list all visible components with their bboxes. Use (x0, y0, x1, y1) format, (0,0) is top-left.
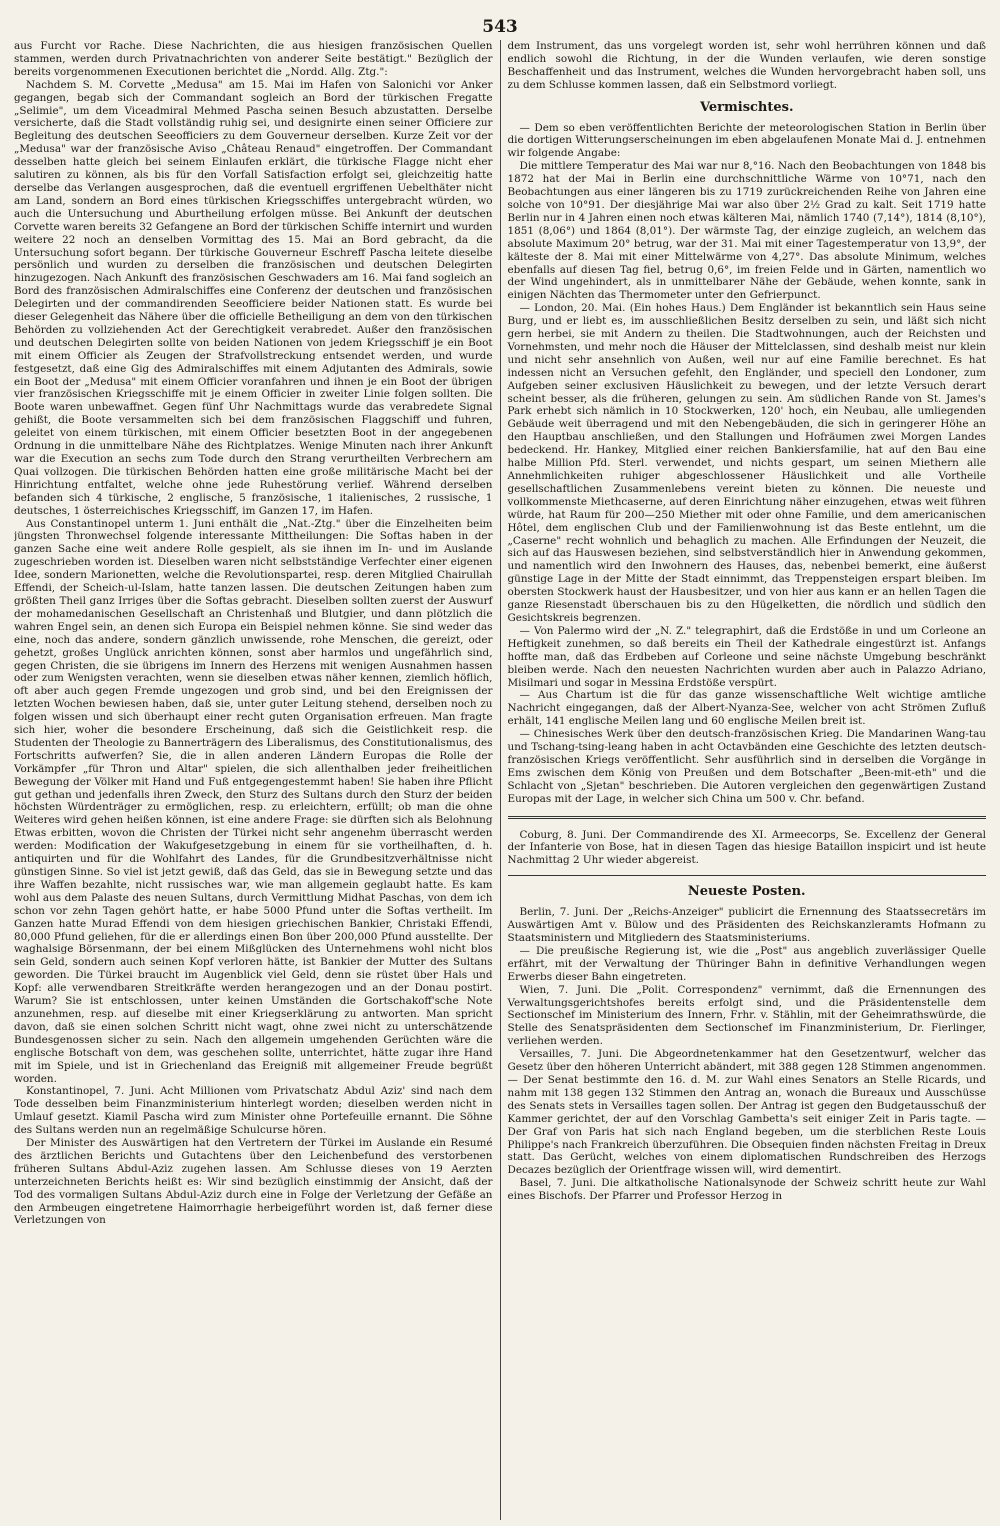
article-paragraph: aus Furcht vor Rache. Diese Nachrichten, die aus hiesigen französischen Quellen stammen, werden durch Privatnachrichten von anderer Seite bestätigt." Bezüglich der bereits vorgenommenen Executionen berichtet die „Nordd. Allg. Ztg.": (14, 40, 493, 78)
article-paragraph: Wien, 7. Juni. Die „Polit. Correspondenz" vernimmt, daß die Ernennungen des Verwaltungsgerichtshofes bereits erfolgt sind, und die Präsidentenstelle dem Sectionschef im Ministerium des Innern, Frhr. v. Stählin, mit der Geheimrathswürde, die Stelle des Senatspräsidenten dem Sectionschef im Finanzministerium, Dr. Fierlinger, verliehen werden. (507, 983, 986, 1048)
article-paragraph: dem Instrument, das uns vorgelegt worden ist, sehr wohl herrühren können und daß endlich sowohl die Richtung, in der die Wunden verlaufen, wie deren sonstige Beschaffenheit und das Instrument, welches die Wunden hervorgebracht haben soll, uns zu dem Schlusse kommen lassen, daß ein Selbstmord vorliegt. (507, 40, 986, 91)
columns (14, 40, 986, 1520)
section-heading-vermischtes: Vermischtes. (699, 99, 794, 115)
right-column (500, 40, 987, 1520)
article-paragraph: Der Minister des Auswärtigen hat den Vertretern der Türkei im Auslande ein Resumé des ärztlichen Berichts und Gutachtens über den Leichenbefund des verstorbenen früheren Sultans Abdul-Aziz zugehen lassen. Am Schlusse dieses von 19 Aerzten unterzeichneten Berichts heißt es: Wir sind bezüglich einstimmig der Ansicht, daß der Tod des vormaligen Sultans Abdul-Aziz durch eine in Folge der Verletzung der Gefäße an den Armbeugen eingetretene Haimorrhagie herbeigeführt worden ist, daß ferner diese Verletzungen von (14, 1137, 493, 1227)
section-heading-neueste-posten: Neueste Posten. (687, 884, 806, 900)
article-paragraph: — Von Palermo wird der „N. Z." telegraphirt, daß die Erdstöße in und um Corleone an Heftigkeit zunehmen, so daß bereits ein Theil der Kathedrale eingestürzt ist. Anfangs hoffte man, daß das Erdbeben auf Corleone und seine nächste Umgebung beschränkt bleiben werde. Nach den neuesten Nachrichten wurden aber auch in Palazzo Adriano, Misilmari und sogar in Messina Erdstöße verspürt. (507, 624, 986, 689)
article-paragraph: Nachdem S. M. Corvette „Medusa" am 15. Mai im Hafen von Salonichi vor Anker gegangen, begab sich der Commandant sogleich an Bord der türkischen Fregatte „Selimie", um dem Viceadmiral Mehmed Pascha seinen Besuch abzustatten. Derselbe versicherte, daß die Stadt vollständig ruhig sei, und designirte einen seiner Officiere zur Begleitung des deutschen Seeofficiers zu dem Gouverneur derselben. Kurze Zeit vor der „Medusa" war der französische Aviso „Château Renaud" eingetroffen. Der Commandant desselben hatte gleich bei seinem Einlaufen erklärt, die türkische Flagge nicht eher salutiren zu können, als bis für den Vorfall Satisfaction erfolgt sei, gleichzeitig hatte derselbe das Verlangen ausgesprochen, daß die eventuell ergriffenen Uebelthäter nicht am Land, sondern an Bord eines türkischen Kriegsschiffes untergebracht würden, wo auch die Untersuchung und Aburtheilung erfolgen müsse. Bei Ankunft der deutschen Corvette waren bereits 32 Gefangene an Bord der türkischen Schiffe internirt und wurden weitere 22 noch an denselben Vormittag des 15. Mai an Bord gebracht, da die Untersuchung sofort begann. Der türkische Gouverneur Eschreff Pascha leitete dieselbe persönlich und wurden zu derselben die französischen und deutschen Delegirten hinzugezogen. Nach Ankunft des französischen Geschwaders am 16. Mai fand sogleich an Bord des französischen Admiralschiffes eine Conferenz der deutschen und französischen Delegirten und der commandirenden Seeofficiere beider Nationen statt. Es wurde bei dieser Gelegenheit das Nähere über die officielle Betheiligung an dem von den türkischen Behörden zu vollziehenden Act der Gerechtigkeit verabredet. Außer den französischen und deutschen Delegirten sollte von beiden Nationen von jedem Kriegsschiff je ein Boot mit einem Officier als Zeugen der Strafvollstreckung entsendet werden, und wurde festgesetzt, daß eine Gig des Admiralschiffes mit einem Adjutanten des Admirals, sowie ein Boot der „Medusa" mit einem Officier voranfahren und ihnen je ein Boot der übrigen vier französischen Kriegsschiffe mit je einem Officier in zweiter Linie folgen sollten. Die Boote waren unbewaffnet. Gegen fünf Uhr Nachmittags wurde das verabredete Signal gehißt, die Boote versammelten sich bei dem französischen Flaggschiff und fuhren, geleitet von einem türkischen, mit einem Officier besetzten Boot in der angegebenen Ordnung in die unmittelbare Nähe des Richtplatzes. Wenige Minuten nach ihrer Ankunft war die Execution an sechs zum Tode durch den Strang verurtheilten Verbrechern am Quai vollzogen. Die türkischen Behörden hatten eine große militärische Macht bei der Hinrichtung entfaltet, welche ohne jede Ruhestörung verlief. Während derselben befanden sich 4 türkische, 2 englische, 5 französische, 1 italienisches, 2 russische, 1 deutsches, 1 österreichisches Kriegsschiff, im Ganzen 17, im Hafen. (14, 78, 493, 517)
article-paragraph: Basel, 7. Juni. Die altkatholische Nationalsynode der Schweiz schritt heute zur Wahl eines Bischofs. Der Pfarrer und Professor Herzog in (507, 1177, 986, 1203)
divider (508, 875, 987, 876)
left-column (14, 40, 500, 1520)
article-paragraph: — Die preußische Regierung ist, wie die „Post" aus angeblich zuverlässiger Quelle erfährt, mit der Verwaltung der Thüringer Bahn in definitive Verhandlungen wegen Erwerbs dieser Bahn eingetreten. (507, 944, 986, 983)
page-number: 543 (482, 17, 518, 37)
article-paragraph: Aus Constantinopel unterm 1. Juni enthält die „Nat.-Ztg." über die Einzelheiten beim jüngsten Thronwechsel folgende interessante Mittheilungen: Die Softas haben in der ganzen Sache eine weit andere Rolle gespielt, als sie ihnen im In- und im Auslande zugeschrieben worden ist. Dieselben waren nicht selbstständige Verfechter einer eigenen Idee, sondern Marionetten, welche die Revolutionspartei, resp. deren Mitglied Chairullah Effendi, der Scheich-ul-Islam, hatte tanzen lassen. Die deutschen Zeitungen haben zum größten Theil ganz Irriges über die Softas gebracht. Dieselben sollten zuerst der Auswurf der mohamedanischen Gesellschaft an Christenhaß und Blutgier, und dann plötzlich die wahren Engel sein, an denen sich Europa ein Beispiel nehmen könne. Sie sind weder das eine, noch das andere, sondern gänzlich unwissende, rohe Menschen, die gereizt, oder gehetzt, großes Unglück anrichten können, sonst aber harmlos und ungefährlich sind, gegen Christen, die sie übrigens im Innern des Herzens mit wenigen Ausnahmen hassen oder zum Wenigsten verachten, wenn sie dieselben etwas näher kennen, ziemlich höflich, oft aber auch gegen Fremde ungezogen und grob sind, und bei den Ereignissen der letzten Wochen bewiesen haben, daß sie, unter guter Leitung stehend, derselben noch zu folgen wissen und sich überhaupt einer recht guten Organisation erfreuen. Man fragte sich hier, woher die besondere Erscheinung, daß sich die Geistlichkeit resp. die Studenten der Theologie zu Bannerträgern des Liberalismus, des Constitutionalismus, des Fortschritts aufwerfen? Sie, die in allen anderen Ländern Europas die Rolle der Vorkämpfer „für Thron und Altar" spielen, die sich allenthalben jeder freiheitlichen Bewegung der Völker mit Hand und Fuß entgegengestemmt haben! Sie haben ihre Pflicht gut gethan und jedenfalls ihren Zweck, den Sturz des Sultans durch den Sturz der beiden höchsten Würdenträger zu ermöglichen, resp. zu erleichtern, erfüllt; ob man die ohne Weiteres wird gehen heißen können, ist eine andere Frage: sie dürften sich als Belohnung Etwas erbitten, wovon die Christen der Türkei nicht sehr angenehm überrascht werden werden: Modification der Wakufgesetzgebung in einem für sie vortheilhaften, d. h. antiquirten und für die Wohlfahrt des Landes, für die Grundbesitzverhältnisse nicht günstigen Sinne. So viel ist jetzt gewiß, daß das Geld, das sie in Bewegung setzte und das ihre Waffen bezahlte, nicht russisches war, wie man allgemein geglaubt hatte. Es kam wohl aus dem Palaste des neuen Sultans, durch Vermittlung Midhat Paschas, von dem ich schon vor zehn Tagen gehört hatte, er habe 5000 Pfund unter die Softas vertheilt. Im Ganzen hatte Murad Effendi von dem hiesigen griechischen Bankier, Christaki Effendi, 80,000 Pfund geliehen, für die er allerdings einen Bon über 200,000 Pfund ausstellte. Der waghalsige Börsenmann, der bei einem Mißglücken des Unternehmens wohl nicht blos sein Geld, sondern auch seinen Kopf verloren hätte, ist Bankier der Mutter des Sultans geworden. Die Türkei braucht im Augenblick viel Geld, denn sie rüstet über Hals und Kopf: alle verwendbaren Streitkräfte werden herangezogen und an der Donau postirt. Warum? Sie ist entschlossen, unter keinen Umständen die Gortschakoff'sche Note anzunehmen, resp. auf dieselbe mit einer Kriegserklärung zu antworten. Man spricht davon, daß sie einen solchen Schritt nicht wagt, ohne zwei nicht zu unterschätzende Bundesgenossen sicher zu sein. Nach den allgemein umgehenden Gerüchten wäre die englische Botschaft von dem, was geschehen sollte, unterrichtet, hätte zugar ihre Hand mit im Spiele, und ist in Griechenland das Ereigniß mit allgemeiner Freude begrüßt worden. (14, 517, 493, 1085)
article-paragraph: Berlin, 7. Juni. Der „Reichs-Anzeiger" publicirt die Ernennung des Staatssecretärs im Auswärtigen Amt v. Bülow und des Präsidenten des Reichskanzleramts Hofmann zu Staatsministern und Mitgliedern des Staatsministeriums. (507, 906, 986, 944)
article-paragraph: Coburg, 8. Juni. Der Commandirende des XI. Armeecorps, Se. Excellenz der General der Infanterie von Bose, hat in diesen Tagen das hiesige Bataillon inspicirt und ist heute Nachmittag 2 Uhr wieder abgereist. (507, 828, 986, 867)
article-paragraph: — Chinesisches Werk über den deutsch-französischen Krieg. Die Mandarinen Wang-tau und Tschang-tsing-leang haben in acht Octavbänden eine Geschichte des letzten deutsch-französischen Kriegs veröffentlicht. Sehr ausführlich sind in derselben die Vorgänge in Ems zwischen dem König von Preußen und dem Botschafter „Been-mit-eth" und die Schlacht von „Sjetan" beschrieben. Die Autoren vergleichen den gegenwärtigen Zustand Europas mit der Lage, in welcher sich China um 500 v. Chr. befand. (507, 728, 986, 805)
article-paragraph: Die mittlere Temperatur des Mai war nur 8,°16. Nach den Beobachtungen von 1848 bis 1872 hat der Mai in Berlin eine durchschnittliche Wärme von 10°71, nach den Beobachtungen aus einer längeren bis zu 1719 zurückreichenden Reihe von Jahren eine solche von 10°91. Der diesjährige Mai war also über 2½ Grad zu kalt. Seit 1719 hatte Berlin nur in 4 Jahren einen noch etwas kälteren Mai, nämlich 1740 (7,14°), 1814 (8,10°), 1851 (8,06°) und 1864 (8,01°). Der wärmste Tag, der einzige zugleich, an welchem das absolute Maximum 20° betrug, war der 31. Mai mit einer Tagestemperatur von 13,9°, der kälteste der 8. Mai mit einer Mittelwärme von 4,27°. Das absolute Minimum, welches ebenfalls auf diesen Tag fiel, betrug 0,6°, im freien Felde und in Gärten, namentlich wo der Wind ungehindert, als in unmittelbarer Nähe der Gebäude, wehen konnte, sank in einigen Nächten das Thermometer unter den Gefrierpunct. (507, 160, 986, 302)
article-paragraph: — Dem so eben veröffentlichten Berichte der meteorologischen Station in Berlin über die dortigen Witterungserscheinungen im eben abgelaufenen Monate Mai d. J. entnehmen wir folgende Angabe: (507, 121, 986, 160)
divider (508, 816, 987, 819)
article-paragraph: Versailles, 7. Juni. Die Abgeordnetenkammer hat den Gesetzentwurf, welcher das Gesetz über den höheren Unterricht abändert, mit 388 gegen 128 Stimmen angenommen. — Der Senat bestimmte den 16. d. M. zur Wahl eines Senators an Stelle Ricards, und nahm mit 138 gegen 132 Stimmen den Antrag an, wonach die Bureaux und Ausschüsse des Senats stets in Versailles tagen sollen. Der Antrag ist gegen den Budgetausschuß der Kammer gerichtet, der auf den Vorschlag Gambetta's seit einiger Zeit in Paris tagte. — Der Graf von Paris hat sich nach England begeben, um die sterblichen Reste Louis Philippe's nach Frankreich überzuführen. Die Obsequien finden nächsten Freitag in Dreux statt. Das Gerücht, welches von einem diplomatischen Rundschreiben des Herzogs Decazes bezüglich der Orientfrage wissen will, wird dementirt. (507, 1048, 986, 1177)
article-paragraph: — London, 20. Mai. (Ein hohes Haus.) Dem Engländer ist bekanntlich sein Haus seine Burg, und er liebt es, im ausschließlichen Besitz derselben zu sein, und läßt sich nicht gern herbei, sie mit Andern zu theilen. Die Stadtwohnungen, auch der Reichsten und Vornehmsten, und mehr noch die Häuser der Mittelclassen, sind deshalb meist nur klein und nicht sehr ansehnlich von Außen, weil nur auf eine Familie berechnet. Es hat indessen nicht an Versuchen gefehlt, den Engländer, und speciell den Londoner, zum Aufgeben seiner exclusiven Häuslichkeit zu bewegen, und der letzte Versuch derart scheint besser, als die früheren, gelungen zu sein. Am südlichen Rande von St. James's Park erhebt sich nämlich in 10 Stockwerken, 120' hoch, ein Neubau, alle umliegenden Gebäude weit überragend und mit den Nebengebäuden, die sich in geringerer Höhe an den Hauptbau anschließen, und den Stallungen und Hofräumen zwei Morgen Landes bedeckend. Hr. Hankey, Mitglied einer reichen Bankiersfamilie, hat auf den Bau eine halbe Million Pfd. Sterl. verwendet, und nichts gespart, um seinen Miethern alle Annehmlichkeiten ruhiger abgeschlossener Häuslichkeit und alle Vortheile gesellschaftlichen Zusammenlebens vereint bieten zu können. Die neueste und vollkommenste Miethcaserne, auf deren Einrichtung näher einzugehen, etwas weit führen würde, hat Raum für 200—250 Miether mit oder ohne Familie, und dem americanischen Hôtel, dem englischen Club und der Familienwohnung ist das Beste entlehnt, um die „Caserne" recht wohnlich und behaglich zu machen. Alle Erfindungen der Neuzeit, die sich auf das Hauswesen beziehen, sind selbstverständlich hier in Anwendung gekommen, und namentlich wird den Inwohnern des Hauses, das, nebenbei bemerkt, eine äußerst günstige Lage in der Mitte der Stadt einnimmt, das Treppensteigen erspart bleiben. Im obersten Stockwerk haust der Hausbesitzer, und von hier aus kann er an hellen Tagen die ganze Riesenstadt überschauen bis zu den Hügelketten, die nördlich und südlich den Gesichtskreis begrenzen. (507, 302, 986, 624)
article-paragraph: Konstantinopel, 7. Juni. Acht Millionen vom Privatschatz Abdul Aziz' sind nach dem Tode desselben beim Finanzministerium hinterlegt worden; dieselben werden nicht in Umlauf gesetzt. Kiamil Pascha wird zum Minister ohne Portefeuille ernannt. Die Söhne des Sultans werden nun an regelmäßige Schulcurse hören. (14, 1085, 493, 1137)
article-paragraph: — Aus Chartum ist die für das ganze wissenschaftliche Welt wichtige amtliche Nachricht eingegangen, daß der Albert-Nyanza-See, welcher von acht Strömen Zufluß erhält, 141 englische Meilen lang und 60 englische Meilen breit ist. (507, 689, 986, 728)
